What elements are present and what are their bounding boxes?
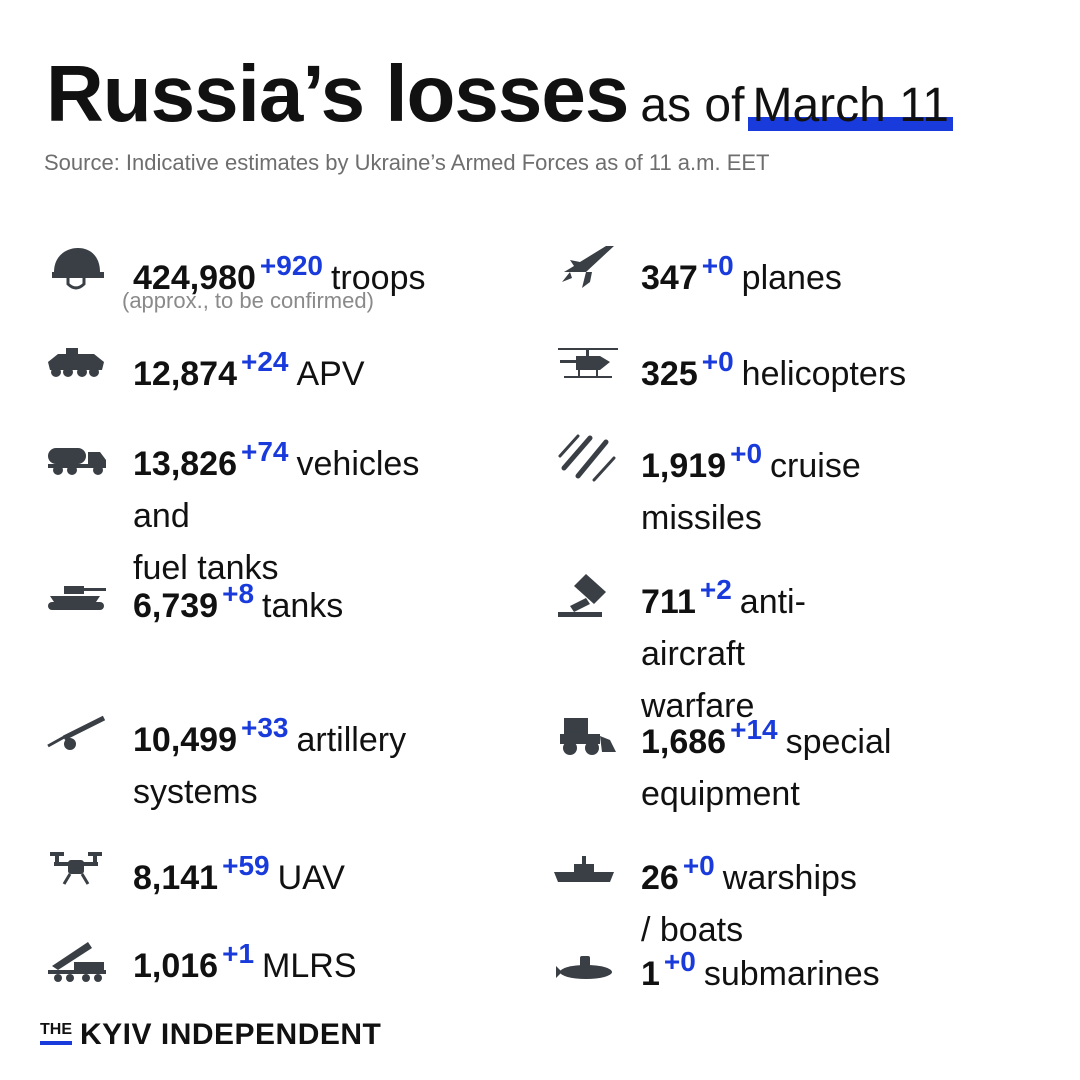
stat-number: 1 [641, 955, 660, 993]
stat-label: APV [296, 355, 365, 393]
stat-label: cruise [770, 447, 861, 485]
stat-label: planes [741, 259, 842, 297]
stat-note: (approx., to be confirmed) [122, 288, 374, 313]
apv-icon [44, 340, 108, 390]
logo-name: KYIV INDEPENDENT [80, 1018, 382, 1051]
stat-label: vehicles and [133, 445, 420, 535]
stat-delta: +0 [663, 946, 696, 977]
stat-label: anti-aircraft [641, 583, 806, 673]
stat-label-line2: systems [133, 773, 258, 811]
stat-delta: +74 [241, 436, 289, 467]
stat-number: 13,826 [133, 445, 237, 483]
stat-label: artillery [296, 721, 407, 759]
stat-delta: +1 [222, 938, 255, 969]
stat-delta: +2 [699, 574, 732, 605]
stat-delta: +0 [682, 850, 715, 881]
tank-icon [44, 574, 108, 624]
stat-delta: +920 [259, 250, 323, 281]
stat-label: tanks [262, 587, 344, 625]
plane-icon [556, 242, 620, 292]
page-title [46, 48, 949, 140]
stat-number: 711 [641, 583, 696, 621]
stat-delta: +59 [222, 850, 270, 881]
stat-number: 424,980 [133, 259, 256, 297]
stat-number: 8,141 [133, 859, 219, 897]
stat-number: 12,874 [133, 355, 237, 393]
stat-number: 347 [641, 259, 698, 297]
stat-label: submarines [703, 955, 880, 993]
anti-aircraft-icon [556, 572, 620, 622]
drone-icon [44, 842, 108, 892]
stat-label: warships / boats [641, 859, 857, 949]
stat-number: 1,016 [133, 947, 219, 985]
stat-label-line2: warfare [641, 687, 755, 725]
mlrs-icon [44, 936, 108, 986]
stat-delta: +14 [730, 714, 778, 745]
submarine-icon [552, 944, 616, 994]
stat-delta: +0 [701, 250, 734, 281]
stat-label-line2: equipment [641, 775, 800, 813]
stat-delta: +24 [241, 346, 289, 377]
stat-number: 10,499 [133, 721, 237, 759]
stat-label: helicopters [741, 355, 907, 393]
warship-icon [552, 846, 616, 896]
stat-delta: +0 [730, 438, 763, 469]
title-main: Russia’s losses [46, 49, 629, 138]
stat-label: UAV [277, 859, 345, 897]
title-as-of: as of [640, 79, 745, 132]
logo-the: THE [40, 1021, 72, 1045]
special-equipment-icon [556, 710, 620, 760]
stat-number: 1,686 [641, 723, 727, 761]
artillery-icon [44, 712, 108, 762]
kyiv-independent-logo [40, 1018, 381, 1055]
stat-label: MLRS [262, 947, 357, 985]
stat-number: 1,919 [641, 447, 727, 485]
helmet-icon [46, 242, 110, 292]
stat-number: 6,739 [133, 587, 219, 625]
title-date: March 11 [752, 79, 949, 132]
stat-label-line2: fuel tanks [133, 549, 279, 587]
stat-label: troops [330, 259, 426, 297]
stat-delta: +8 [222, 578, 255, 609]
fuel-truck-icon [44, 432, 108, 482]
stat-label-line2: missiles [641, 499, 762, 537]
stat-label: special [785, 723, 892, 761]
stat-delta: +33 [241, 712, 289, 743]
source-note: Source: Indicative estimates by Ukraine’s Armed Forces as of 11 a.m. EET [44, 150, 770, 175]
stat-number: 325 [641, 355, 698, 393]
missile-icon [556, 432, 620, 482]
helicopter-icon [556, 340, 620, 390]
stat-delta: +0 [701, 346, 734, 377]
stat-number: 26 [641, 859, 679, 897]
